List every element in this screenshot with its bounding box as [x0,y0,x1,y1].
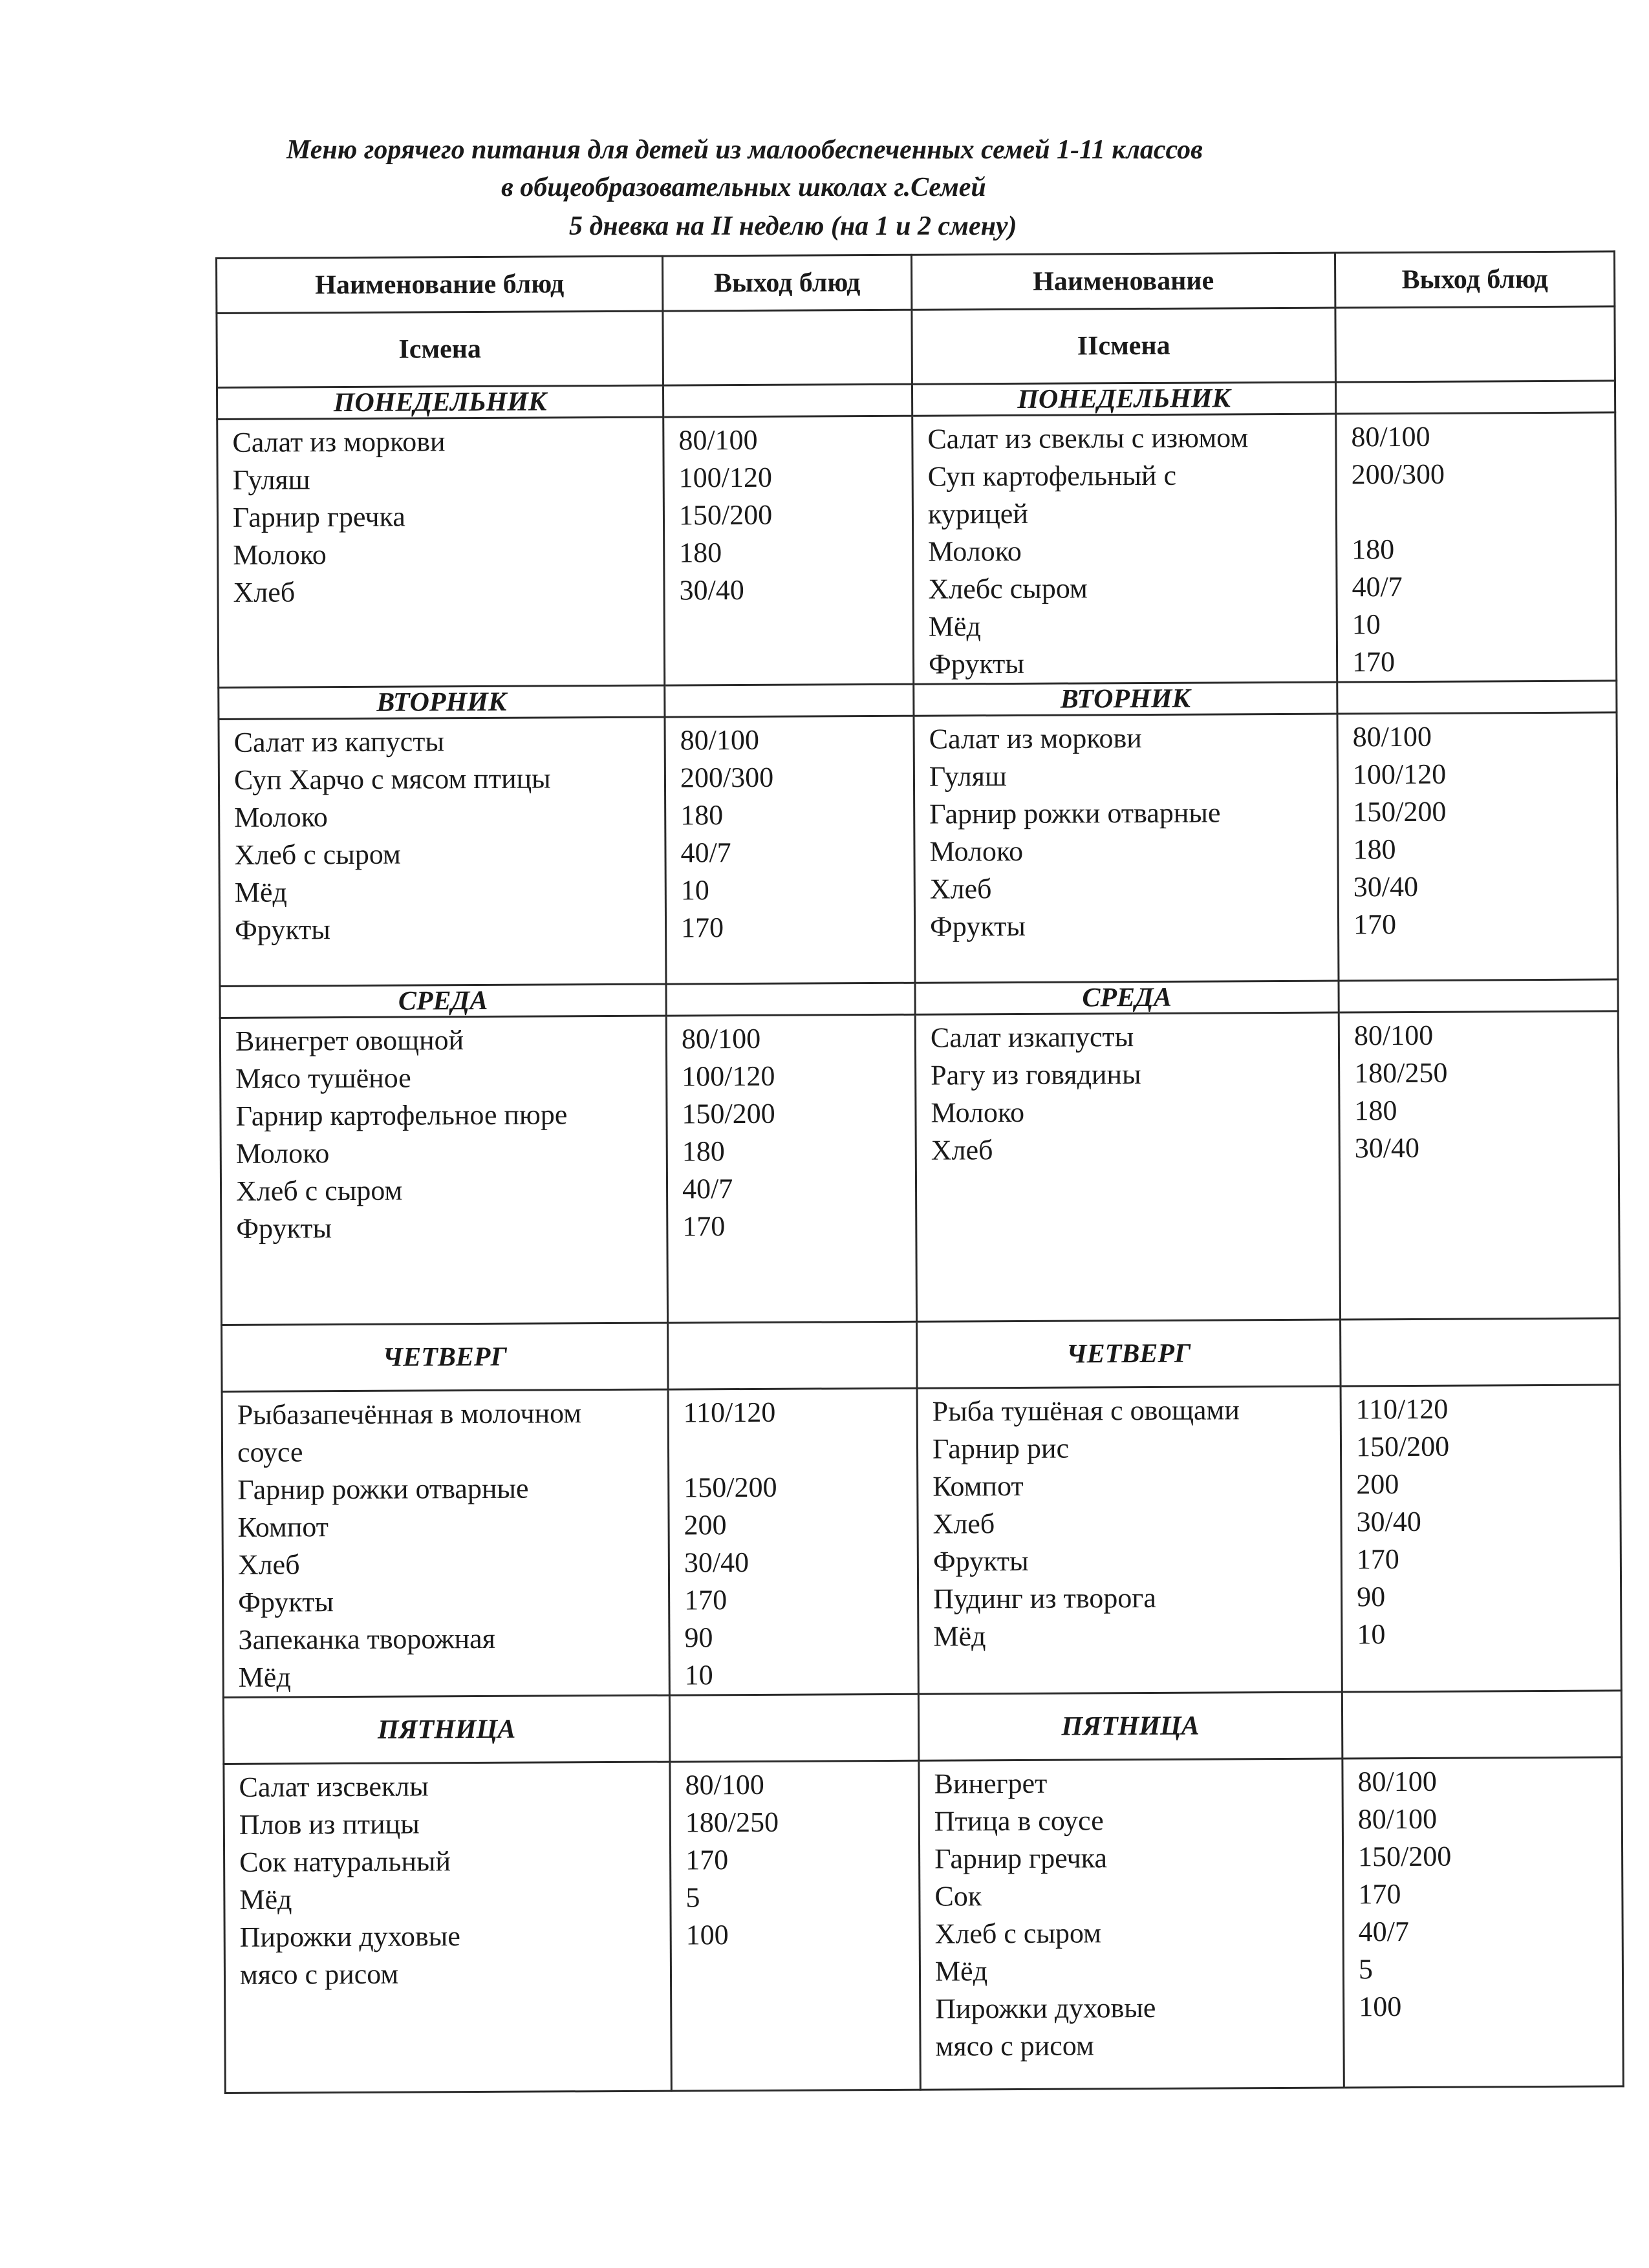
dish-name: Птица в соусе [934,1804,1104,1837]
yield-list [663,416,914,685]
shift1-label: Iсмена [217,311,663,387]
dish-name: Салат из моркови [929,722,1142,755]
yield-value: 170 [682,1210,726,1243]
yield-value: 5 [1358,1953,1374,1985]
yield-value: 10 [684,1659,713,1691]
dish-name: Сок [934,1880,982,1912]
dish-list [919,1759,1344,2090]
dish-name: Гарнир рис [932,1432,1070,1465]
yield-value: 110/120 [1355,1393,1449,1426]
yield-value: 40/7 [682,1173,733,1205]
dish-list [912,414,1337,684]
dish-name: Пудинг из творога [933,1581,1157,1615]
yield-value: 30/40 [1356,1505,1421,1538]
dish-name: Пирожки духовые [239,1920,460,1953]
yield-list [1336,412,1617,682]
day-name-shift1: ЧЕТВЕРГ [222,1323,668,1391]
yield-value: 40/7 [1352,571,1403,603]
dish-name: Молоко [929,835,1024,868]
yield-list [1342,1757,1623,2088]
dish-name: Хлеб с сыром [234,838,401,871]
yield-value: 180/250 [685,1806,779,1839]
yield-value: 170 [680,912,724,944]
yield-value: 180 [682,1135,725,1168]
dish-name: соусе [237,1436,303,1468]
yield-value: 10 [1352,608,1381,641]
yield-value: 100/120 [682,1060,775,1093]
yield-value: 170 [1353,908,1397,941]
yield-value: 180 [679,537,722,569]
dish-name: Фрукты [928,647,1024,680]
dish-name: Компот [932,1470,1024,1503]
yield-value: 90 [1357,1581,1386,1613]
yield-value: 80/100 [1353,1019,1434,1052]
dish-name: Рыба тушёная с овощами [932,1394,1240,1428]
yield-value: 150/200 [684,1471,777,1504]
yield-value: 80/100 [681,1022,761,1055]
yield-value: 80/100 [680,723,760,756]
dish-name: Гарнир рожки отварные [929,797,1221,830]
dish-name: Пирожки духовые [935,1991,1156,2025]
dish-name: Хлеб [929,873,992,905]
dish-name: Хлебс сыром [928,572,1088,605]
dish-name: Хлеб [233,576,296,608]
dish-list [219,717,666,986]
yield-value: 40/7 [680,837,731,869]
dish-name: Хлеб с сыром [235,1174,403,1207]
dish-name: Молоко [235,1137,330,1170]
dish-name: Гуляш [232,464,310,496]
yield-value: 170 [1356,1543,1399,1576]
yield-value: 30/40 [1353,870,1419,903]
yield-value: 80/100 [685,1768,764,1801]
yield-value: 90 [684,1621,713,1654]
dish-list [224,1762,671,2093]
dish-name: Салат изсвеклы [239,1770,429,1803]
dish-name: Молоко [928,535,1022,568]
day-name-shift1: ВТОРНИК [219,685,665,719]
yield-value: 100 [1359,1991,1402,2023]
yield-value: 5 [685,1881,700,1914]
dish-name: Молоко [233,539,327,571]
dish-name: Рагу из говядины [931,1058,1141,1091]
yield-value: 200 [1356,1468,1399,1501]
yield-value: 200/300 [1351,458,1445,491]
dish-list [917,1386,1342,1694]
shift2-empty [1335,306,1615,382]
dish-name: Суп Харчо с мясом птицы [233,762,551,796]
dish-name: Запеканка творожная [238,1622,495,1656]
yield-value: 80/100 [1357,1803,1438,1835]
yield-value: 40/7 [1358,1916,1410,1948]
header-yield-shift2: Выход блюд [1335,251,1614,308]
dish-name: Салат изкапусты [930,1021,1134,1054]
dish-name: Мёд [238,1661,291,1693]
dish-name: Гарнир рожки отварные [237,1472,529,1506]
yield-value: 180 [1353,833,1396,866]
header-yield-shift1: Выход блюд [662,255,911,311]
title-line-2: в общеобразовательных школах г.Семей [501,173,986,202]
yield-list [1337,712,1618,981]
dish-list [222,1389,669,1697]
yield-value: 10 [1357,1618,1386,1651]
yield-value: 180 [1352,533,1395,566]
dish-list [915,1012,1340,1321]
dish-name: Плов из птицы [239,1808,420,1841]
day-row-friday [223,1691,1621,1764]
dish-name: Суп картофельный с [927,459,1177,493]
day-name-shift1: ПЯТНИЦА [223,1695,669,1764]
dish-name: Молоко [234,801,328,833]
yield-value: 150/200 [682,1097,775,1130]
dish-name: мясо с рисом [239,1958,399,1991]
header-dish-name-shift1: Наименование блюд [217,256,663,313]
items-row-thursday [222,1385,1621,1698]
dish-name: Фрукты [238,1586,334,1618]
dish-name: Гарнир гречка [232,500,405,533]
day-name-shift2: ВТОРНИК [914,682,1337,716]
dish-name: Сок натуральный [239,1845,451,1878]
header-row [217,251,1615,314]
yield-value: 30/40 [1354,1131,1420,1164]
yield-value: 80/100 [678,423,758,456]
dish-name: Молоко [931,1096,1025,1129]
yield-value: 170 [684,1584,727,1616]
yield-value: 180/250 [1354,1056,1448,1089]
yield-list [670,1760,920,2091]
dish-name: Гарнир гречка [934,1842,1108,1875]
dish-name: Гарнир картофельное пюре [235,1098,568,1132]
yield-value [1352,492,1615,531]
dish-name: Винегрет овощной [235,1024,464,1057]
yield-list [668,1388,918,1695]
day-row-thursday [222,1318,1620,1392]
dish-name: Мёд [234,876,287,908]
dish-name: Хлеб [237,1548,300,1581]
dish-name: Мёд [933,1620,986,1653]
dish-name: Фрукты [234,914,330,946]
dish-name: Салат из моркови [232,425,446,458]
dish-name: Фрукты [929,910,1026,943]
yield-value: 200/300 [680,761,774,794]
dish-name: Фрукты [932,1545,1029,1578]
dish-list [914,714,1339,983]
yield-value: 80/100 [1351,420,1430,453]
items-row-monday [217,412,1617,688]
yield-value: 80/100 [1357,1765,1437,1798]
yield-value: 180 [1354,1095,1397,1127]
dish-list [217,417,665,687]
day-name-shift1: ПОНЕДЕЛЬНИК [217,385,663,419]
dish-name: Гуляш [929,760,1007,793]
yield-value: 150/200 [678,498,773,531]
day-name-shift2: ПОНЕДЕЛЬНИК [912,382,1335,416]
yield-value: 80/100 [1352,720,1432,753]
dish-name: Хлеб [932,1508,995,1540]
yield-value: 150/200 [1355,1430,1450,1463]
dish-name: Хлеб с сыром [934,1917,1102,1950]
title-line-1: Меню горячего питания для детей из малообеспеченных семей 1-11 классов [286,135,1203,165]
dish-name: мясо с рисом [935,2029,1094,2062]
yield-value: 170 [1358,1878,1401,1910]
dish-name: Мясо тушёное [235,1062,411,1095]
items-row-wednesday [220,1011,1619,1325]
items-row-tuesday [219,712,1618,987]
shift2-label: IIсмена [912,308,1336,384]
day-name-shift1: СРЕДА [220,984,666,1018]
day-name-shift2: СРЕДА [915,981,1339,1014]
dish-list [220,1016,667,1325]
dish-name: Фрукты [236,1212,332,1245]
day-name-shift2: ЧЕТВЕРГ [917,1320,1341,1388]
yield-value [684,1431,916,1470]
header-dish-name-shift2: Наименование [911,253,1335,310]
dish-name: Компот [237,1511,329,1543]
yield-value: 150/200 [1357,1840,1452,1873]
menu-table [215,250,1624,2094]
day-name-shift2: ПЯТНИЦА [918,1692,1342,1760]
yield-value: 100/120 [678,461,773,494]
dish-name: Салат из свеклы с изюмом [927,422,1249,455]
yield-value: 170 [685,1844,729,1876]
yield-value: 180 [680,799,724,831]
dish-name: курицей [927,497,1029,530]
yield-list [665,716,915,984]
yield-value: 100/120 [1352,758,1447,791]
title-line-3: 5 дневка на II неделю (на 1 и 2 смену) [569,211,1017,241]
dish-name: Мёд [934,1955,988,1987]
yield-value: 100 [685,1919,729,1951]
yield-value: 10 [680,874,709,906]
dish-name: Салат из капусты [233,725,445,758]
dish-name: Рыбазапечённая в молочном [237,1397,582,1431]
dish-name: Хлеб [931,1134,993,1166]
items-row-friday [224,1757,1623,2093]
dish-name: Мёд [239,1883,292,1916]
yield-list [1341,1385,1621,1692]
yield-value: 200 [684,1509,727,1541]
yield-list [1339,1011,1619,1320]
yield-value: 30/40 [684,1546,749,1579]
shift-row [217,306,1615,388]
yield-list [666,1014,916,1323]
yield-value: 30/40 [679,574,744,606]
dish-name: Мёд [928,610,981,643]
yield-value: 170 [1352,646,1396,678]
yield-value: 150/200 [1353,795,1447,828]
shift1-empty [663,310,912,385]
yield-value: 110/120 [683,1396,776,1429]
dish-name: Винегрет [934,1767,1048,1800]
